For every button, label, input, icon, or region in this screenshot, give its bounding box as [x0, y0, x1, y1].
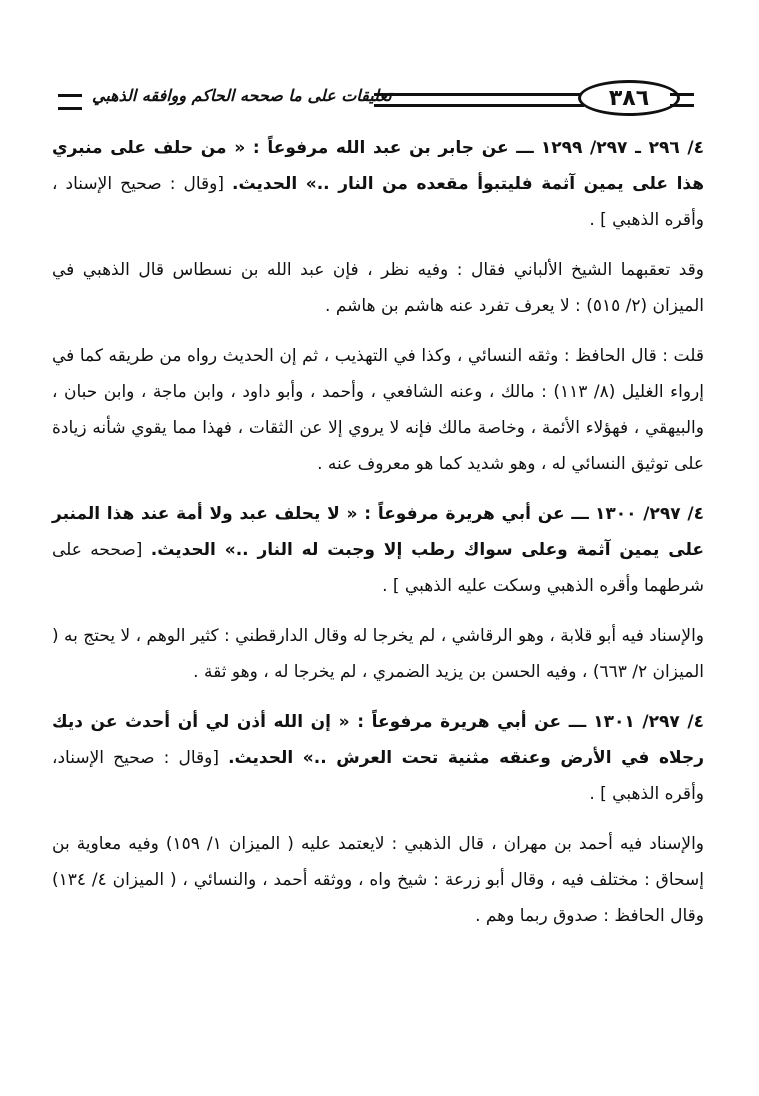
commentary-paragraph: والإسناد فيه أبو قلابة ، وهو الرقاشي ، لم يخرجا له وقال الدارقطني : كثير الوهم ، لا يحتج به ( الميزان ٢/ ٦٦٣) ، وفيه الحسن بن يزيد الضمري ، لم يخرجا له ، وهو ثقة . — [52, 626, 704, 682]
hadith-text: عن جابر بن عبد الله مرفوعاً : « من حلف على منبري هذا على يمين آثمة فليتبوأ مقعده من النار ..» الحديث. — [52, 138, 705, 194]
entry-1299: ٤/ ٢٩٦ ـ ٢٩٧/ ١٢٩٩ ـــ عن جابر بن عبد الله مرفوعاً : « من حلف على منبري هذا على يمين آثمة فليتبوأ مقعده من النار ..» الحديث. [وقال : صحيح الإسناد ، وأقره الذهبي ] . — [52, 138, 705, 230]
commentary-paragraph: قلت : قال الحافظ : وثقه النسائي ، وكذا في التهذيب ، ثم إن الحديث رواه من طريقه كما في إرواء الغليل (٨/ ١١٣) : مالك ، وعنه الشافعي ، وأحمد ، وأبو داود ، وابن ماجة ، وابن حبان ، والبيهقي ، فهؤلاء الأئمة ، وخاصة مالك فإنه لا يروي إلا عن الثقات ، فهذا مما يقوي شأنه زيادة على توثيق النسائي له ، وهو شديد كما هو معروف عنه . — [52, 346, 704, 474]
hadith-text: عن أبي هريرة مرفوعاً : « إن الله أذن لي أن أحدث عن ديك رجلاه في الأرض وعنقه مثنية تحت العرش ..» الحديث. — [52, 712, 705, 768]
page-number: ٣٨٦ — [608, 85, 650, 111]
header-double-rule — [374, 93, 584, 107]
ruling-text: [وقال : صحيح الإسناد، وأقره الذهبي ] . — [52, 748, 704, 804]
header-double-rule-left — [58, 94, 82, 110]
ruling-text: [وقال : صحيح الإسناد ، وأقره الذهبي ] . — [52, 174, 704, 230]
running-title: تعليقات على ما صححه الحاكم ووافقه الذهبي — [92, 86, 392, 105]
page-number-badge — [578, 80, 680, 116]
entry-number: ٤/ ٢٩٧/ ١٣٠١ — [593, 712, 705, 732]
entry-1300: ٤/ ٢٩٧/ ١٣٠٠ ـــ عن أبي هريرة مرفوعاً : « لا يحلف عبد ولا أمة عند هذا المنبر على يمين آثمة وعلى سواك رطب إلا وجبت له النار ..» الحديث. [صححه على شرطهما وأقره الذهبي وسكت عليه الذهبي ] . — [52, 504, 704, 596]
header-double-rule-right — [670, 93, 694, 107]
hadith-text: عن أبي هريرة مرفوعاً : « لا يحلف عبد ولا أمة عند هذا المنبر على يمين آثمة وعلى سواك رطب إلا وجبت له النار ..» الحديث. — [52, 504, 704, 560]
entry-number: ٤/ ٢٩٧/ ١٣٠٠ — [595, 504, 704, 524]
entry-1301: ٤/ ٢٩٧/ ١٣٠١ ـــ عن أبي هريرة مرفوعاً : « إن الله أذن لي أن أحدث عن ديك رجلاه في الأرض وعنقه مثنية تحت العرش ..» الحديث. [وقال : صحيح الإسناد، وأقره الذهبي ] . — [52, 712, 705, 804]
page-header — [58, 78, 698, 118]
commentary-paragraph: وقد تعقبهما الشيخ الألباني فقال : وفيه نظر ، فإن عبد الله بن نسطاس قال الذهبي في الميزان (٢/ ٥١٥) : لا يعرف تفرد عنه هاشم بن هاشم . — [52, 260, 704, 316]
ruling-text: [صححه على شرطهما وأقره الذهبي وسكت عليه الذهبي ] . — [52, 540, 704, 596]
page-body — [52, 130, 704, 948]
entry-number: ٤/ ٢٩٦ ـ ٢٩٧/ ١٢٩٩ — [540, 138, 704, 158]
commentary-paragraph: والإسناد فيه أحمد بن مهران ، قال الذهبي : لايعتمد عليه ( الميزان ١/ ١٥٩) وفيه معاوية بن إسحاق : مختلف فيه ، وقال أبو زرعة : شيخ واه ، ووثقه أحمد ، والنسائي ، ( الميزان ٤/ ١٣٤) وقال الحافظ : صدوق ربما وهم . — [52, 834, 705, 926]
